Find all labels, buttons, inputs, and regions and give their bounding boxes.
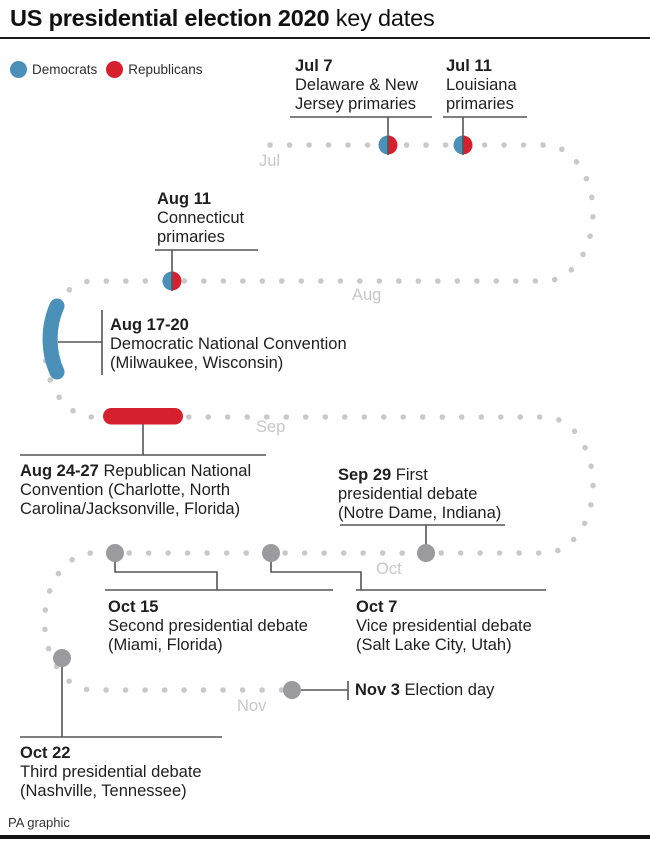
aug11-marker-right (172, 272, 182, 291)
sep29-marker (417, 544, 435, 562)
event-line: Delaware & New (295, 76, 418, 94)
event-date: Sep 29 (338, 466, 392, 484)
oct7-marker (262, 544, 280, 562)
event-text: Republican National (98, 462, 252, 480)
event-nov3 (355, 681, 494, 700)
event-date: Oct 22 (20, 744, 71, 762)
event-date: Jul 11 (446, 57, 492, 75)
event-text: First (391, 466, 428, 484)
event-line: (Milwaukee, Wisconsin) (110, 354, 284, 372)
event-rnc (20, 462, 251, 519)
event-line: Jersey primaries (295, 95, 417, 113)
month-label-aug: Aug (352, 286, 382, 304)
event-dnc (110, 316, 347, 373)
legend-republicans-label: Republicans (128, 62, 203, 77)
jul7-marker-right (388, 136, 398, 155)
event-line: Convention (Charlotte, North (20, 481, 231, 499)
event-line: Democratic National Convention (110, 335, 347, 353)
nov3-marker (283, 681, 301, 699)
jul7-marker-left (379, 136, 389, 155)
oct7-connector (271, 553, 546, 590)
month-label-oct: Oct (376, 560, 402, 578)
event-date: Oct 7 (356, 598, 398, 616)
event-line: Carolina/Jacksonville, Florida) (20, 500, 241, 518)
oct22-marker (53, 649, 71, 667)
bottom-divider (0, 835, 650, 839)
event-line: (Miami, Florida) (108, 636, 223, 654)
oct15-marker (106, 544, 124, 562)
event-line: Vice presidential debate (356, 617, 532, 635)
event-sep29 (338, 466, 501, 523)
event-jul11 (446, 57, 517, 114)
month-label-jul: Jul (259, 152, 281, 170)
event-line: primaries (157, 228, 225, 246)
footer-credit: PA graphic (8, 815, 70, 830)
event-date: Oct 15 (108, 598, 159, 616)
dnc-connector (58, 310, 102, 375)
event-oct15 (108, 598, 308, 655)
event-text: Election day (399, 681, 495, 699)
aug11-marker-left (163, 272, 173, 291)
event-line: (Salt Lake City, Utah) (356, 636, 512, 654)
event-date: Nov 3 (355, 681, 400, 699)
event-aug11 (157, 190, 244, 247)
legend-democrats-label: Democrats (32, 62, 98, 77)
event-jul7 (295, 57, 418, 114)
event-date: Aug 11 (157, 190, 212, 208)
event-line: Second presidential debate (108, 617, 308, 635)
event-line: Louisiana (446, 76, 517, 94)
rnc-convention-bar (103, 408, 183, 425)
rnc-connector (20, 424, 266, 455)
jul11-marker-right (463, 136, 473, 155)
event-date: Jul 7 (295, 57, 333, 75)
dnc-convention-arc (50, 306, 57, 372)
event-oct7 (356, 598, 532, 655)
event-date: Aug 17-20 (110, 316, 189, 334)
event-oct22 (20, 744, 202, 801)
event-line: presidential debate (338, 485, 478, 503)
event-date: Aug 24-27 (20, 462, 99, 480)
nov3-connector (301, 681, 348, 700)
page-title-regular: key dates (329, 5, 435, 31)
event-line: (Notre Dame, Indiana) (338, 504, 502, 522)
jul7-connector (290, 117, 432, 155)
event-connectors (20, 310, 546, 737)
page-title-bold: US presidential election 2020 (10, 5, 330, 31)
event-line: primaries (446, 95, 514, 113)
event-line: (Nashville, Tennessee) (20, 782, 187, 800)
month-label-nov: Nov (237, 697, 267, 715)
jul11-marker-left (454, 136, 464, 155)
oct22-connector (20, 658, 222, 737)
month-label-sep: Sep (256, 418, 286, 436)
event-line: Connecticut (157, 209, 245, 227)
event-line: Third presidential debate (20, 763, 202, 781)
